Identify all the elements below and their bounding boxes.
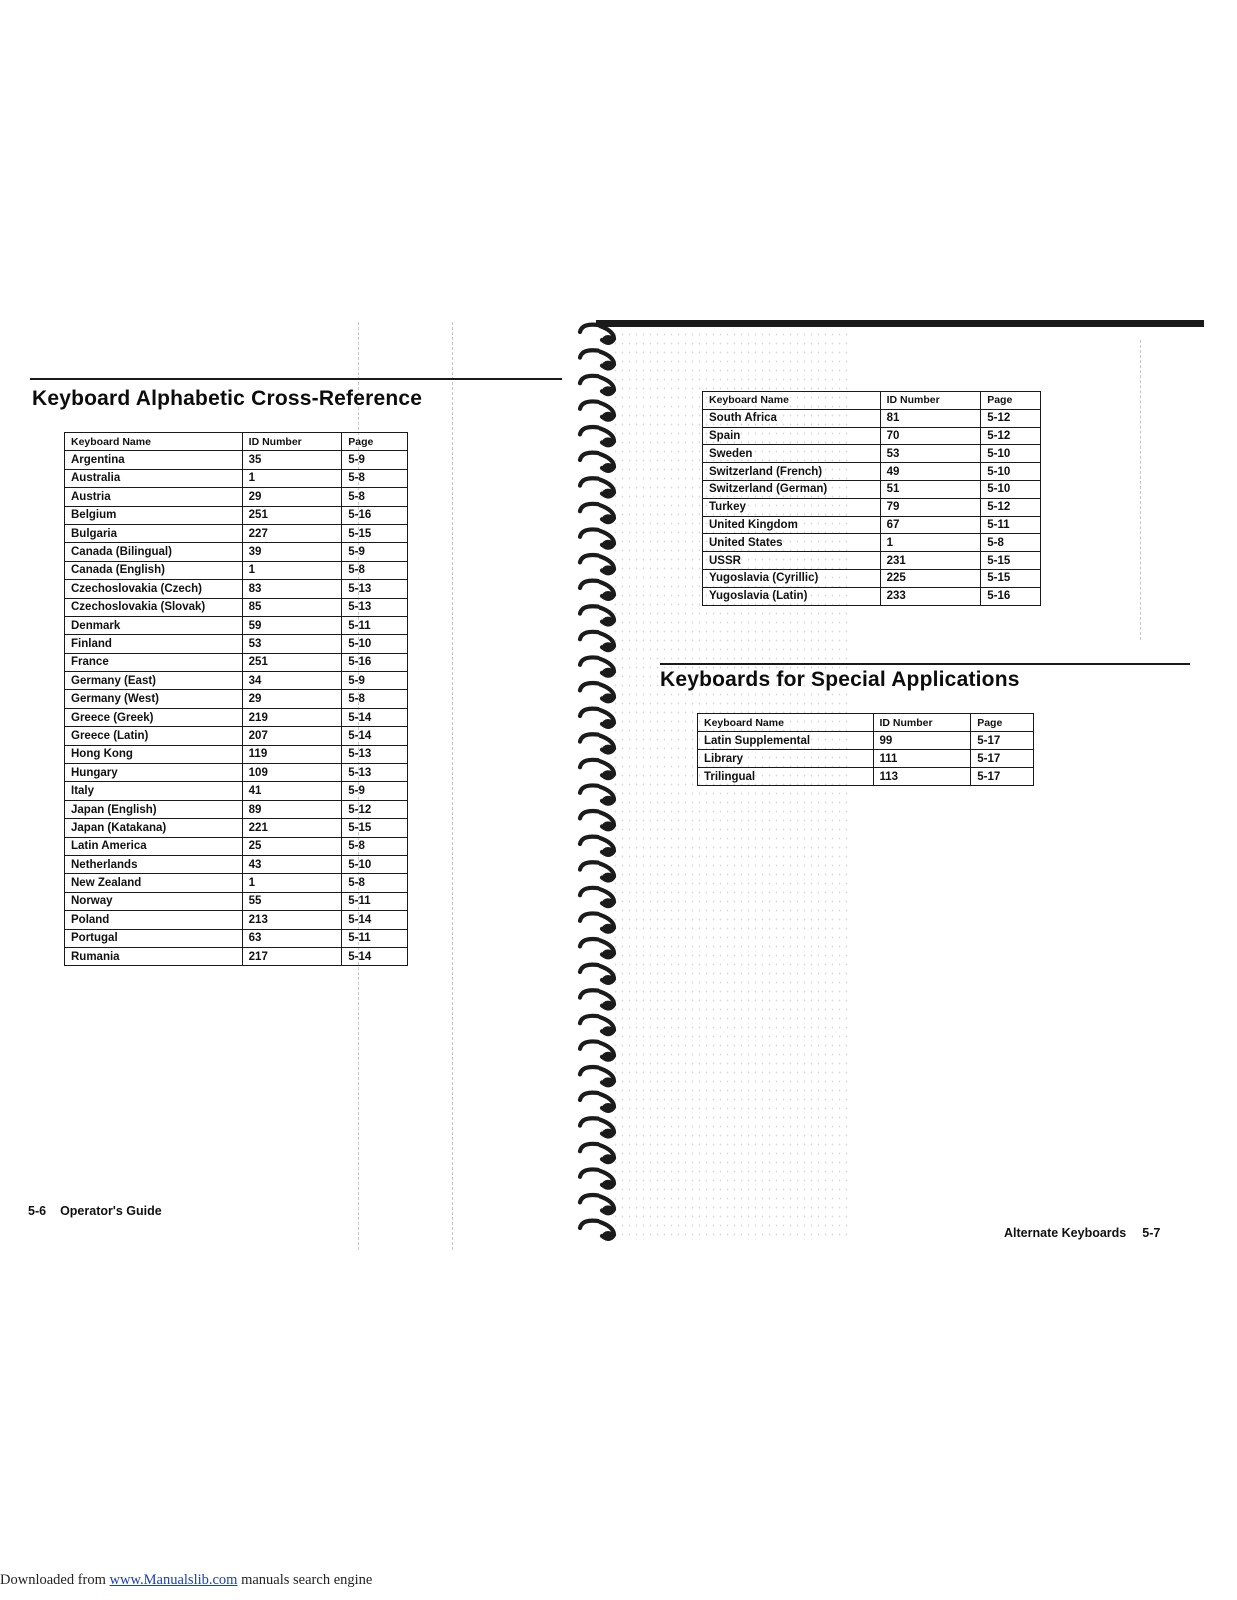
table-header-row <box>698 714 1034 732</box>
page-cell: 5-13 <box>342 580 408 598</box>
table-row <box>698 768 1034 786</box>
id-number-cell: 29 <box>242 690 342 708</box>
keyboard-name-cell: Denmark <box>65 616 243 634</box>
keyboard-name-cell: Czechoslovakia (Czech) <box>65 580 243 598</box>
table-row <box>65 745 408 763</box>
page-cell: 5-12 <box>342 800 408 818</box>
table-row <box>65 708 408 726</box>
keyboard-name-cell: United States <box>703 534 881 552</box>
id-number-cell: 251 <box>242 653 342 671</box>
table-row <box>65 800 408 818</box>
table-row <box>65 524 408 542</box>
page-cell: 5-12 <box>981 427 1041 445</box>
binding-coil <box>580 811 614 831</box>
page-cell: 5-11 <box>981 516 1041 534</box>
id-number-cell: 251 <box>242 506 342 524</box>
keyboard-name-cell: United Kingdom <box>703 516 881 534</box>
keyboard-name-cell: Belgium <box>65 506 243 524</box>
keyboard-name-cell: Trilingual <box>698 768 874 786</box>
binding-coil <box>580 478 614 498</box>
keyboard-name-cell: Germany (West) <box>65 690 243 708</box>
table-row <box>703 516 1041 534</box>
id-number-cell: 53 <box>880 445 981 463</box>
binding-coil <box>580 529 614 549</box>
binding-coil <box>580 1041 614 1061</box>
table-row <box>65 819 408 837</box>
id-number-cell: 55 <box>242 892 342 910</box>
page-cell: 5-15 <box>342 524 408 542</box>
id-number-cell: 231 <box>880 552 981 570</box>
special-heading-rule <box>660 663 1190 665</box>
credit-prefix: Downloaded from <box>0 1572 110 1588</box>
keyboard-name-cell: Sweden <box>703 445 881 463</box>
keyboard-name-cell: Australia <box>65 469 243 487</box>
page-cell: 5-8 <box>342 690 408 708</box>
table-row <box>65 451 408 469</box>
column-header: ID Number <box>242 433 342 451</box>
table-row <box>703 409 1041 427</box>
fold-guide <box>1140 340 1141 640</box>
binding-coil <box>580 657 614 677</box>
id-number-cell: 219 <box>242 708 342 726</box>
id-number-cell: 63 <box>242 929 342 947</box>
id-number-cell: 25 <box>242 837 342 855</box>
page-cell: 5-8 <box>981 534 1041 552</box>
binding-coil <box>580 1195 614 1215</box>
column-header: Keyboard Name <box>698 714 874 732</box>
page-cell: 5-12 <box>981 409 1041 427</box>
id-number-cell: 1 <box>242 469 342 487</box>
page-title: Keyboard Alphabetic Cross-Reference <box>32 387 423 410</box>
id-number-cell: 221 <box>242 819 342 837</box>
keyboard-name-cell: Italy <box>65 782 243 800</box>
binding-coil <box>580 555 614 575</box>
page-cell: 5-9 <box>342 451 408 469</box>
table-row <box>65 672 408 690</box>
keyboard-name-cell: France <box>65 653 243 671</box>
table-row <box>65 764 408 782</box>
id-number-cell: 213 <box>242 911 342 929</box>
page-cell: 5-17 <box>971 768 1034 786</box>
column-header: Page <box>342 433 408 451</box>
table-row <box>703 427 1041 445</box>
page-cell: 5-8 <box>342 561 408 579</box>
page-number: 5-6 <box>28 1204 47 1218</box>
id-number-cell: 207 <box>242 727 342 745</box>
binding-coil <box>580 1221 614 1241</box>
table-row <box>65 947 408 965</box>
binding-coil <box>580 581 614 601</box>
keyboard-name-cell: Yugoslavia (Cyrillic) <box>703 569 881 587</box>
id-number-cell: 1 <box>242 561 342 579</box>
table-row <box>65 561 408 579</box>
table-row <box>65 506 408 524</box>
table-row <box>703 498 1041 516</box>
id-number-cell: 227 <box>242 524 342 542</box>
table-row <box>65 727 408 745</box>
id-number-cell: 79 <box>880 498 981 516</box>
keyboard-name-cell: Argentina <box>65 451 243 469</box>
keyboard-name-cell: Latin Supplemental <box>698 732 874 750</box>
table-row <box>703 480 1041 498</box>
keyboard-name-cell: Turkey <box>703 498 881 516</box>
keyboard-name-cell: Yugoslavia (Latin) <box>703 587 881 605</box>
page-cell: 5-17 <box>971 750 1034 768</box>
table-row <box>65 837 408 855</box>
page-cell: 5-10 <box>981 480 1041 498</box>
binding-coil <box>580 990 614 1010</box>
table-header-row <box>703 392 1041 410</box>
binding-coil <box>580 785 614 805</box>
binding-coil <box>580 606 614 626</box>
keyboard-name-cell: South Africa <box>703 409 881 427</box>
special-applications-table <box>697 713 1034 786</box>
id-number-cell: 113 <box>873 768 971 786</box>
page-cell: 5-11 <box>342 929 408 947</box>
id-number-cell: 67 <box>880 516 981 534</box>
footer-title: Operator's Guide <box>60 1204 162 1218</box>
id-number-cell: 85 <box>242 598 342 616</box>
table-row <box>65 653 408 671</box>
id-number-cell: 35 <box>242 451 342 469</box>
page-cell: 5-14 <box>342 947 408 965</box>
page-cell: 5-9 <box>342 672 408 690</box>
id-number-cell: 233 <box>880 587 981 605</box>
binding-coil <box>580 504 614 524</box>
fold-guide <box>452 322 453 1250</box>
column-header: Keyboard Name <box>65 433 243 451</box>
binding-coil <box>580 1093 614 1113</box>
page-cell: 5-11 <box>342 616 408 634</box>
binding-coil <box>580 734 614 754</box>
page-cell: 5-10 <box>342 635 408 653</box>
left-heading-rule <box>30 378 562 380</box>
id-number-cell: 70 <box>880 427 981 445</box>
id-number-cell: 1 <box>880 534 981 552</box>
keyboard-name-cell: Spain <box>703 427 881 445</box>
id-number-cell: 83 <box>242 580 342 598</box>
id-number-cell: 29 <box>242 488 342 506</box>
page-cell: 5-16 <box>342 653 408 671</box>
binding-coil <box>580 939 614 959</box>
id-number-cell: 89 <box>242 800 342 818</box>
id-number-cell: 99 <box>873 732 971 750</box>
page-cell: 5-16 <box>342 506 408 524</box>
keyboard-name-cell: Rumania <box>65 947 243 965</box>
id-number-cell: 51 <box>880 480 981 498</box>
footer-title: Alternate Keyboards <box>1004 1226 1127 1240</box>
keyboard-name-cell: Bulgaria <box>65 524 243 542</box>
section-title: Keyboards for Special Applications <box>660 668 1020 691</box>
table-row <box>65 488 408 506</box>
keyboard-name-cell: Netherlands <box>65 855 243 873</box>
download-credit <box>0 1572 372 1589</box>
binding-coil <box>580 965 614 985</box>
binding-coil <box>580 1067 614 1087</box>
keyboard-name-cell: Japan (English) <box>65 800 243 818</box>
table-row <box>65 929 408 947</box>
page-cell: 5-9 <box>342 543 408 561</box>
keyboard-name-cell: Hungary <box>65 764 243 782</box>
table-row <box>703 552 1041 570</box>
table-row <box>65 690 408 708</box>
id-number-cell: 119 <box>242 745 342 763</box>
right-footer <box>1004 1226 1160 1240</box>
keyboard-name-cell: Austria <box>65 488 243 506</box>
keyboard-name-cell: Latin America <box>65 837 243 855</box>
page-cell: 5-17 <box>971 732 1034 750</box>
keyboard-name-cell: Czechoslovakia (Slovak) <box>65 598 243 616</box>
binding-coil <box>580 427 614 447</box>
table-row <box>65 580 408 598</box>
id-number-cell: 111 <box>873 750 971 768</box>
table-row <box>65 616 408 634</box>
binding-coil <box>580 760 614 780</box>
id-number-cell: 109 <box>242 764 342 782</box>
id-number-cell: 39 <box>242 543 342 561</box>
right-top-rule <box>596 320 1204 327</box>
table-header-row <box>65 433 408 451</box>
binding-coil <box>580 709 614 729</box>
page-cell: 5-8 <box>342 874 408 892</box>
id-number-cell: 41 <box>242 782 342 800</box>
spiral-binding <box>574 312 640 1242</box>
keyboard-name-cell: Poland <box>65 911 243 929</box>
binding-coil <box>580 1016 614 1036</box>
binding-coil <box>580 632 614 652</box>
id-number-cell: 49 <box>880 463 981 481</box>
left-footer <box>28 1204 162 1218</box>
table-row <box>703 534 1041 552</box>
table-row <box>703 587 1041 605</box>
binding-coil <box>580 350 614 370</box>
id-number-cell: 34 <box>242 672 342 690</box>
keyboard-name-cell: Greece (Latin) <box>65 727 243 745</box>
binding-coil <box>580 913 614 933</box>
binding-coil <box>580 862 614 882</box>
binding-coil <box>580 1118 614 1138</box>
page-cell: 5-14 <box>342 727 408 745</box>
binding-coil <box>580 683 614 703</box>
binding-coil <box>580 453 614 473</box>
page-cell: 5-13 <box>342 598 408 616</box>
page-cell: 5-8 <box>342 469 408 487</box>
id-number-cell: 217 <box>242 947 342 965</box>
credit-suffix: manuals search engine <box>237 1572 373 1588</box>
page-cell: 5-15 <box>342 819 408 837</box>
column-header: Keyboard Name <box>703 392 881 410</box>
cross-reference-table-continued <box>702 391 1041 606</box>
page-cell: 5-10 <box>981 445 1041 463</box>
table-row <box>65 911 408 929</box>
id-number-cell: 43 <box>242 855 342 873</box>
binding-coil <box>580 325 614 345</box>
manualslib-link[interactable]: www.Manualslib.com <box>109 1572 238 1588</box>
column-header: ID Number <box>880 392 981 410</box>
binding-coil <box>580 1169 614 1189</box>
page-cell: 5-10 <box>342 855 408 873</box>
page-cell: 5-8 <box>342 488 408 506</box>
keyboard-name-cell: Finland <box>65 635 243 653</box>
column-header: Page <box>971 714 1034 732</box>
keyboard-name-cell: Switzerland (French) <box>703 463 881 481</box>
binding-coil <box>580 888 614 908</box>
binding-coil <box>580 1144 614 1164</box>
binding-coil <box>580 376 614 396</box>
keyboard-name-cell: Germany (East) <box>65 672 243 690</box>
page-number: 5-7 <box>1142 1226 1161 1240</box>
table-row <box>65 782 408 800</box>
keyboard-name-cell: Portugal <box>65 929 243 947</box>
column-header: ID Number <box>873 714 971 732</box>
id-number-cell: 59 <box>242 616 342 634</box>
page-cell: 5-14 <box>342 911 408 929</box>
keyboard-name-cell: Library <box>698 750 874 768</box>
page-cell: 5-12 <box>981 498 1041 516</box>
page-cell: 5-13 <box>342 764 408 782</box>
id-number-cell: 53 <box>242 635 342 653</box>
keyboard-name-cell: Norway <box>65 892 243 910</box>
page-cell: 5-9 <box>342 782 408 800</box>
keyboard-name-cell: Canada (Bilingual) <box>65 543 243 561</box>
keyboard-name-cell: Greece (Greek) <box>65 708 243 726</box>
page-cell: 5-11 <box>342 892 408 910</box>
keyboard-name-cell: Canada (English) <box>65 561 243 579</box>
table-row <box>698 750 1034 768</box>
table-row <box>65 892 408 910</box>
table-row <box>65 635 408 653</box>
table-row <box>703 463 1041 481</box>
column-header: Page <box>981 392 1041 410</box>
table-row <box>65 855 408 873</box>
page-cell: 5-14 <box>342 708 408 726</box>
page-cell: 5-15 <box>981 569 1041 587</box>
table-row <box>65 469 408 487</box>
binding-coil <box>580 401 614 421</box>
page-cell: 5-16 <box>981 587 1041 605</box>
keyboard-name-cell: Japan (Katakana) <box>65 819 243 837</box>
page-cell: 5-15 <box>981 552 1041 570</box>
table-row <box>65 543 408 561</box>
page-cell: 5-13 <box>342 745 408 763</box>
table-row <box>703 445 1041 463</box>
cross-reference-table <box>64 432 408 966</box>
page-cell: 5-8 <box>342 837 408 855</box>
keyboard-name-cell: Switzerland (German) <box>703 480 881 498</box>
keyboard-name-cell: New Zealand <box>65 874 243 892</box>
binding-coil <box>580 837 614 857</box>
keyboard-name-cell: USSR <box>703 552 881 570</box>
keyboard-name-cell: Hong Kong <box>65 745 243 763</box>
table-row <box>65 874 408 892</box>
page-cell: 5-10 <box>981 463 1041 481</box>
table-row <box>698 732 1034 750</box>
id-number-cell: 225 <box>880 569 981 587</box>
id-number-cell: 81 <box>880 409 981 427</box>
table-row <box>65 598 408 616</box>
table-row <box>703 569 1041 587</box>
id-number-cell: 1 <box>242 874 342 892</box>
